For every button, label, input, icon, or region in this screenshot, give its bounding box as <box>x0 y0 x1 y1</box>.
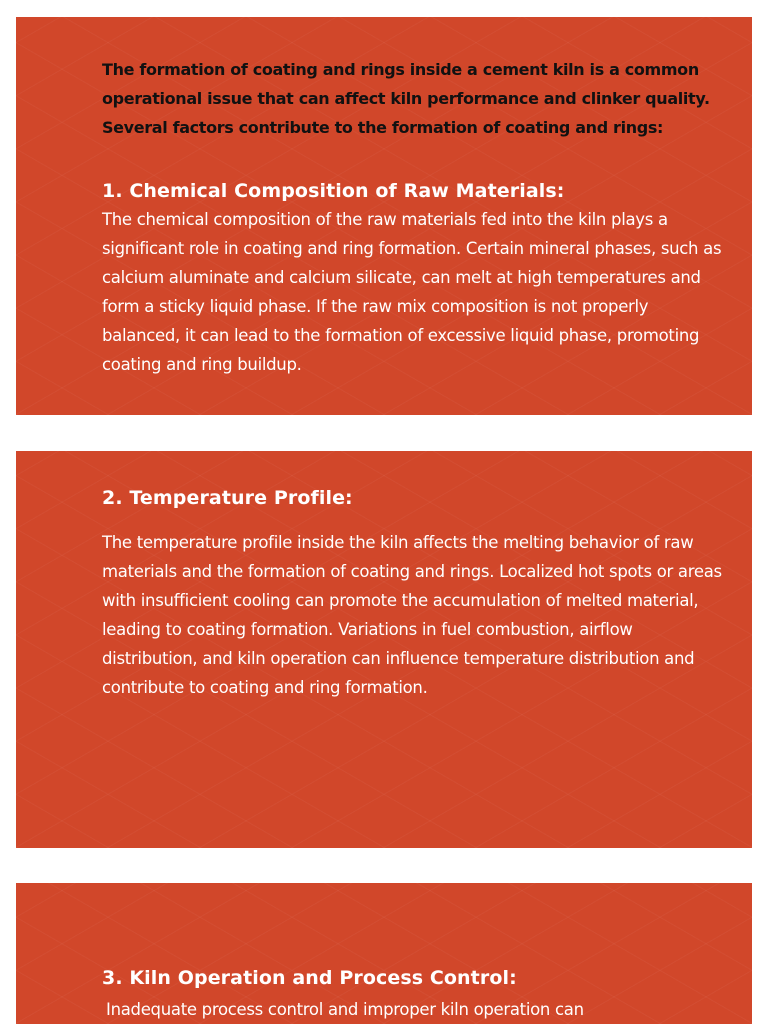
slide-kiln-operation <box>16 883 752 1024</box>
section-body-kiln-operation: Inadequate process control and improper kiln operation can <box>106 1000 584 1019</box>
slide-chemical-composition <box>16 17 752 415</box>
section-heading-kiln-operation: 3. Kiln Operation and Process Control: <box>102 967 517 989</box>
intro-paragraph: The formation of coating and rings inside a cement kiln is a common operational issue that can affect kiln performance and clinker quality. Several factors contribute to the formation of coating and rings: <box>102 60 710 137</box>
section-heading-chemical-composition: 1. Chemical Composition of Raw Materials: <box>102 180 565 202</box>
section-heading-temperature-profile: 2. Temperature Profile: <box>102 487 353 509</box>
slide-temperature-profile <box>16 451 752 848</box>
section-body-temperature-profile: The temperature profile inside the kiln affects the melting behavior of raw materials and the formation of coating and rings. Localized hot spots or areas with insufficient cooling can promote the accumulation of melted material, leading to coating formation. Variations in fuel combustion, airflow distribution, and kiln operation can influence temperature distribution and contribute to coating and ring formation. <box>102 533 722 697</box>
section-body-chemical-composition: The chemical composition of the raw materials fed into the kiln plays a significant role in coating and ring formation. Certain mineral phases, such as calcium aluminate and calcium silicate, can melt at high temperatures and form a sticky liquid phase. If the raw mix composition is not properly balanced, it can lead to the formation of excessive liquid phase, promoting coating and ring buildup. <box>102 210 722 374</box>
